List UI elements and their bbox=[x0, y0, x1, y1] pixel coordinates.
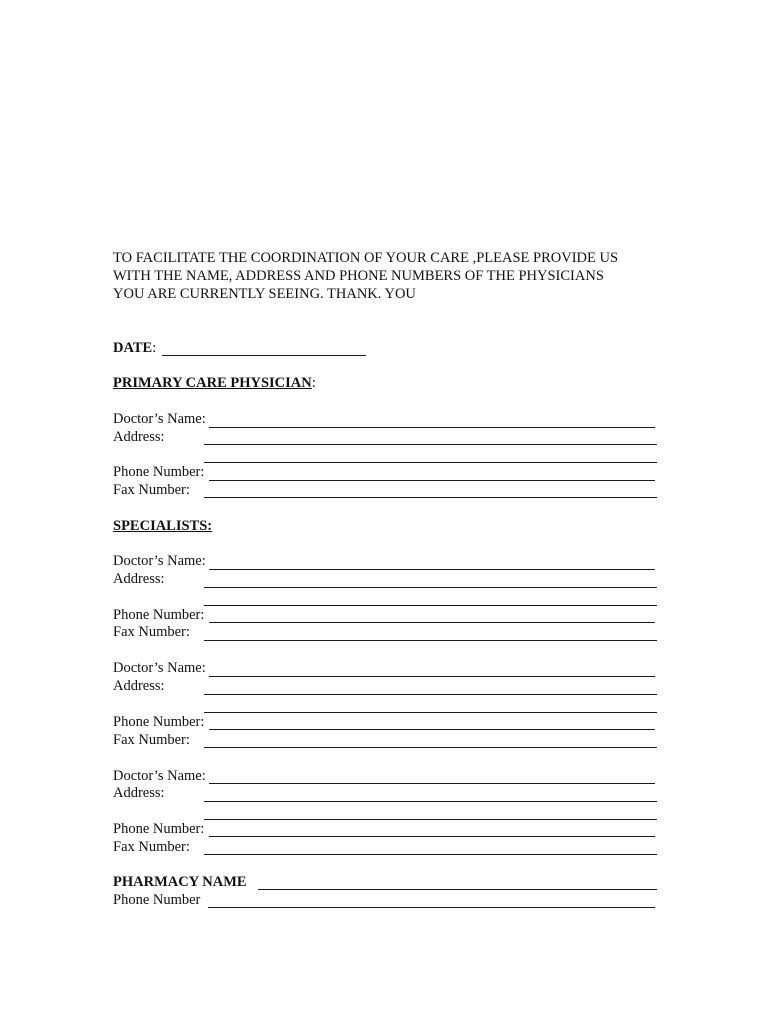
date-row bbox=[113, 339, 156, 357]
specialists-heading-text: SPECIALISTS: bbox=[113, 518, 213, 534]
intro-paragraph bbox=[113, 249, 657, 303]
pharmacy-phone-label: Phone Number bbox=[113, 892, 201, 908]
specialist-1-doctor-label: Doctor’s Name: bbox=[113, 553, 206, 569]
specialist-1-fax-field[interactable] bbox=[204, 640, 657, 641]
specialist-1-phone-field[interactable] bbox=[209, 622, 655, 623]
primary-doctor-name-field[interactable] bbox=[209, 427, 655, 428]
specialist-2-doctor-name-field[interactable] bbox=[209, 676, 655, 677]
primary-doctor-label: Doctor’s Name: bbox=[113, 411, 206, 427]
primary-care-colon: : bbox=[311, 375, 316, 391]
specialist-3-address-field-2[interactable] bbox=[204, 819, 657, 820]
specialist-2-address-label: Address: bbox=[113, 678, 165, 694]
primary-address-label: Address: bbox=[113, 429, 165, 445]
specialist-3-doctor-name-field[interactable] bbox=[209, 783, 655, 784]
pharmacy-name-label: PHARMACY NAME bbox=[113, 874, 247, 890]
primary-care-heading-text: PRIMARY CARE PHYSICIAN bbox=[113, 375, 312, 391]
specialist-1-fax-label: Fax Number: bbox=[113, 624, 190, 640]
specialist-2-address-field-1[interactable] bbox=[204, 694, 657, 695]
primary-fax-field[interactable] bbox=[204, 497, 657, 498]
specialists-heading bbox=[113, 517, 212, 535]
specialist-2-address-field-2[interactable] bbox=[204, 712, 657, 713]
specialist-1-address-field-1[interactable] bbox=[204, 587, 657, 588]
primary-phone-field[interactable] bbox=[209, 480, 655, 481]
specialist-1-address-field-2[interactable] bbox=[204, 605, 657, 606]
specialist-1-doctor-name-field[interactable] bbox=[209, 569, 655, 570]
pharmacy-name-field[interactable] bbox=[258, 889, 657, 890]
specialist-1-address-label: Address: bbox=[113, 571, 165, 587]
primary-address-field-1[interactable] bbox=[204, 444, 657, 445]
date-field[interactable] bbox=[162, 355, 366, 356]
specialist-1-phone-label: Phone Number: bbox=[113, 607, 205, 623]
specialist-3-address-field-1[interactable] bbox=[204, 801, 657, 802]
intro-line-1: TO FACILITATE THE COORDINATION OF YOUR CARE ,PLEASE PROVIDE US bbox=[113, 250, 619, 266]
specialist-2-fax-label: Fax Number: bbox=[113, 732, 190, 748]
pharmacy-phone-field[interactable] bbox=[208, 907, 655, 908]
specialist-3-phone-label: Phone Number: bbox=[113, 821, 205, 837]
primary-phone-label: Phone Number: bbox=[113, 464, 205, 480]
intro-line-3: YOU ARE CURRENTLY SEEING. THANK. YOU bbox=[113, 286, 416, 302]
primary-care-heading bbox=[113, 374, 316, 392]
primary-fax-label: Fax Number: bbox=[113, 482, 190, 498]
specialist-2-phone-field[interactable] bbox=[209, 729, 655, 730]
date-label: DATE bbox=[113, 340, 153, 356]
specialist-2-phone-label: Phone Number: bbox=[113, 714, 205, 730]
specialist-2-fax-field[interactable] bbox=[204, 747, 657, 748]
specialist-3-fax-field[interactable] bbox=[204, 854, 657, 855]
intro-line-2: WITH THE NAME, ADDRESS AND PHONE NUMBERS OF THE PHYSICIANS bbox=[113, 268, 604, 284]
date-colon: : bbox=[152, 340, 157, 356]
specialist-3-phone-field[interactable] bbox=[209, 836, 655, 837]
specialist-3-address-label: Address: bbox=[113, 785, 165, 801]
primary-address-field-2[interactable] bbox=[204, 462, 657, 463]
specialist-3-fax-label: Fax Number: bbox=[113, 839, 190, 855]
specialist-3-doctor-label: Doctor’s Name: bbox=[113, 768, 206, 784]
specialist-2-doctor-label: Doctor’s Name: bbox=[113, 660, 206, 676]
